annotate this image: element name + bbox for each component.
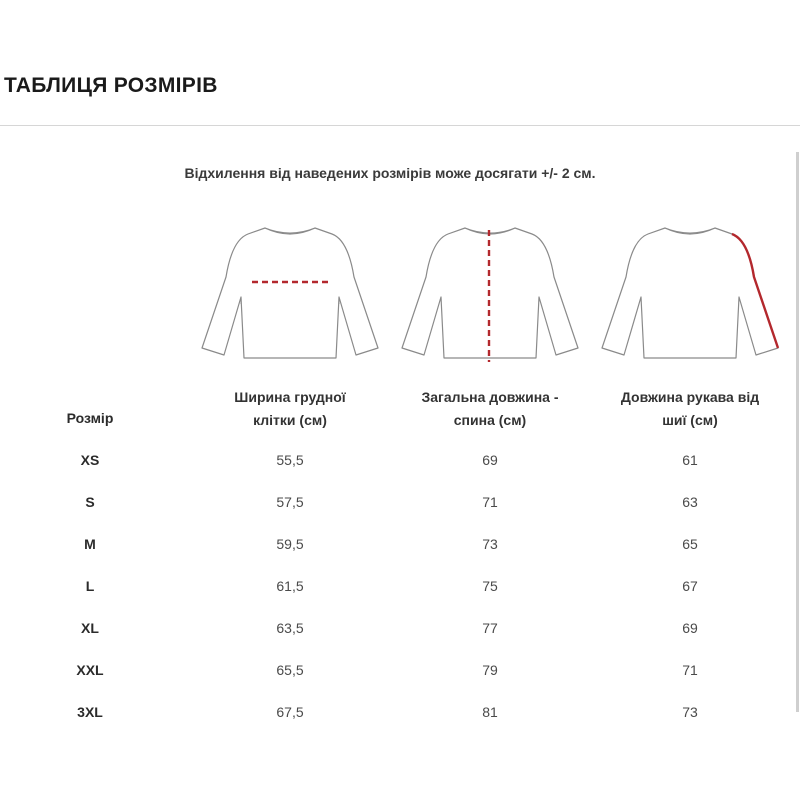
sleeve-length-value: 69 [682, 620, 698, 636]
sleeve-length-value: 71 [682, 662, 698, 678]
chest-width-diagram [198, 222, 382, 368]
chest-value: 61,5 [276, 578, 304, 594]
chest-value: 65,5 [276, 662, 304, 678]
back-length-value: 79 [482, 662, 498, 678]
sleeve-length-value: 63 [682, 494, 698, 510]
chest-value: 55,5 [276, 452, 304, 468]
back-length-value: 73 [482, 536, 498, 552]
size-label: 3XL [77, 704, 103, 720]
chest-value: 63,5 [276, 620, 304, 636]
back-length-diagram [398, 222, 582, 368]
column-header-back-length: Загальна довжина - спина (см) [421, 389, 559, 428]
size-label: S [85, 494, 95, 510]
page-title: ТАБЛИЦЯ РОЗМІРІВ [4, 74, 218, 97]
column-header-sleeve-length: Довжина рукава від шиї (см) [620, 389, 760, 428]
sleeve-length-value: 73 [682, 704, 698, 720]
size-label: XS [80, 452, 100, 468]
back-length-value: 69 [482, 452, 498, 468]
column-header-size: Розмір [66, 410, 114, 426]
size-label: XL [81, 620, 99, 636]
sleeve-length-value: 65 [682, 536, 698, 552]
back-length-value: 75 [482, 578, 498, 594]
chest-value: 67,5 [276, 704, 304, 720]
chest-value: 59,5 [276, 536, 304, 552]
size-deviation-note: Відхилення від наведених розмірів може досягати +/- 2 см. [184, 165, 596, 181]
sleeve-length-value: 67 [682, 578, 698, 594]
back-length-value: 71 [482, 494, 498, 510]
sleeve-length-diagram [598, 222, 782, 368]
size-label: M [84, 536, 96, 552]
size-label: XXL [76, 662, 104, 678]
back-length-value: 81 [482, 704, 498, 720]
size-label: L [85, 578, 95, 594]
sleeve-length-value: 61 [682, 452, 698, 468]
title-divider [0, 125, 800, 126]
scrollbar[interactable] [796, 152, 799, 712]
column-header-chest: Ширина грудної клітки (см) [234, 389, 346, 428]
back-length-value: 77 [482, 620, 498, 636]
chest-value: 57,5 [276, 494, 304, 510]
